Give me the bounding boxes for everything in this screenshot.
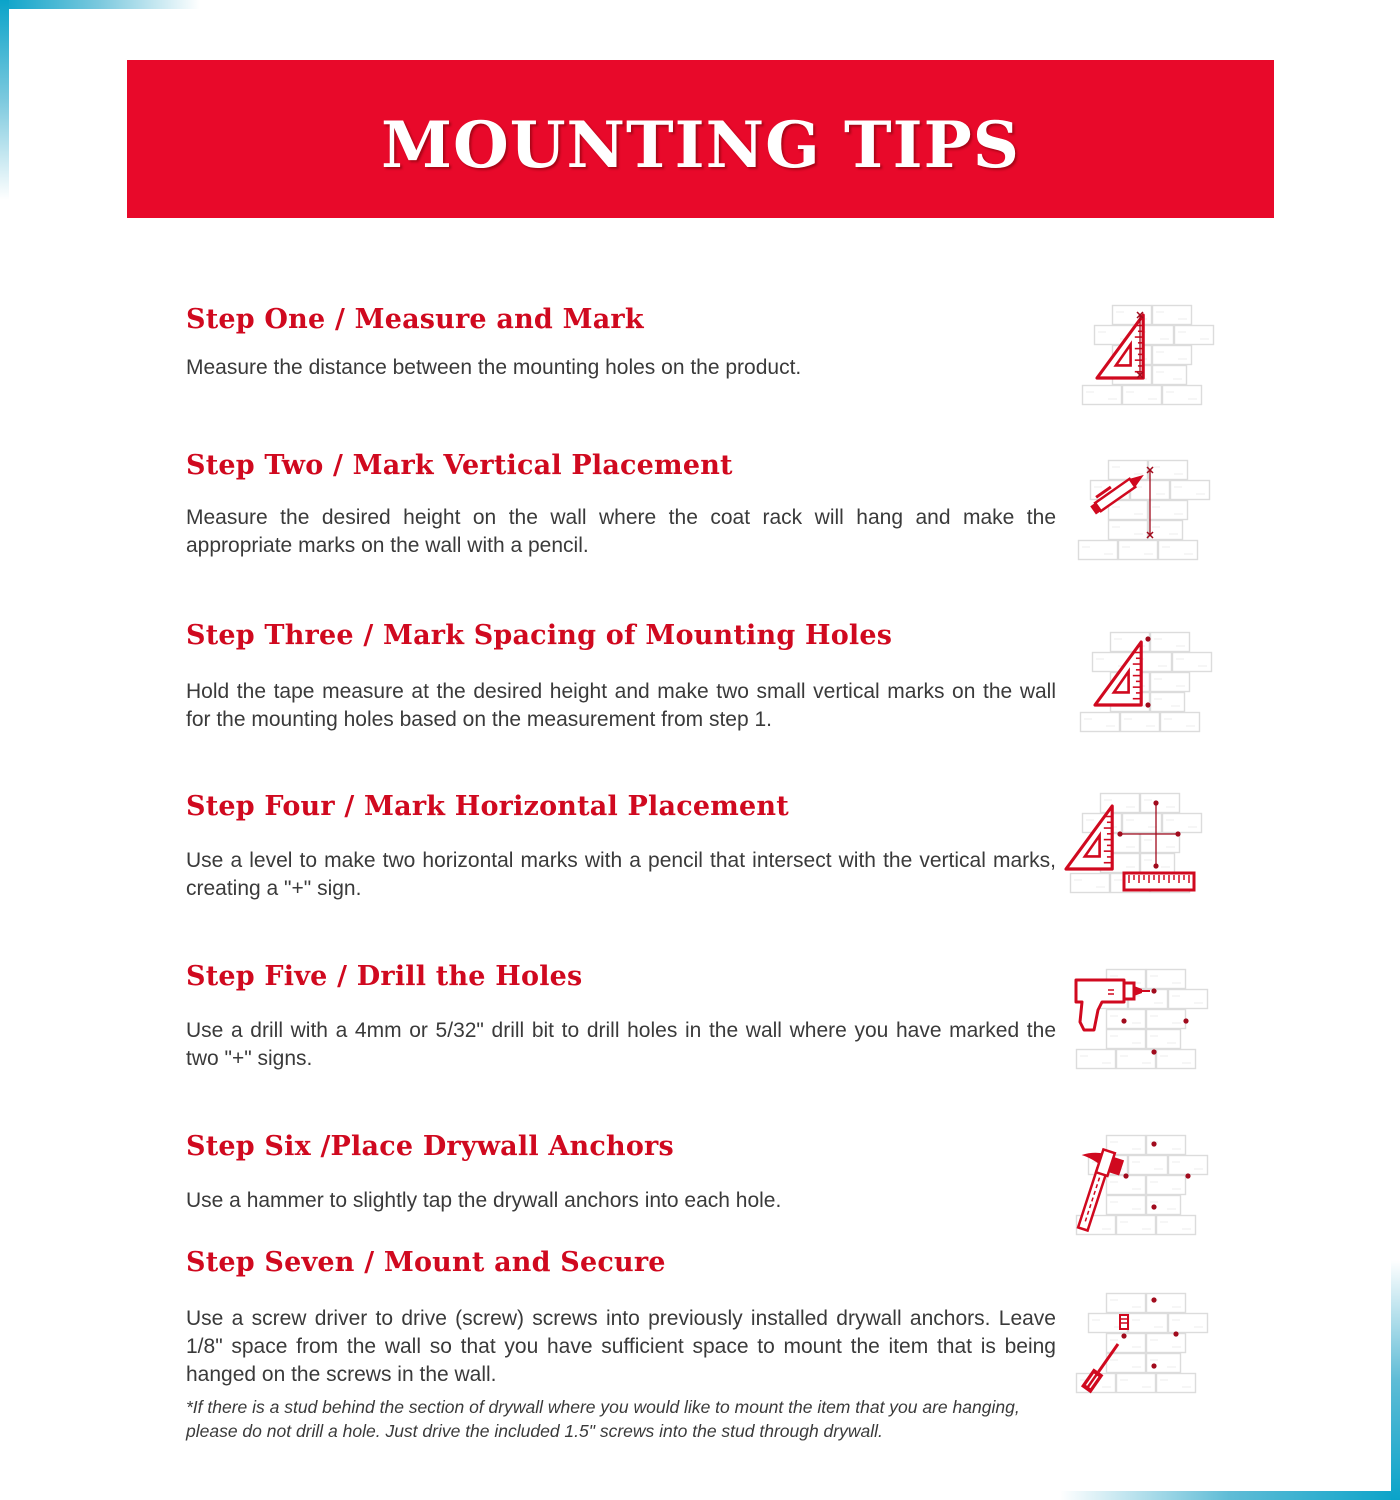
frame-accent-bottom-right [1060, 1491, 1400, 1500]
step-title: Step Two / Mark Vertical Placement [186, 450, 733, 481]
triangle-ruler-marks-icon [1070, 627, 1230, 737]
brick-wall [1083, 306, 1214, 405]
step-description: Measure the desired height on the wall where the coat rack will hang and make the appropriate marks on the wall with a pencil. [186, 506, 1056, 557]
mark-dot [1121, 1018, 1126, 1023]
step-seven [186, 1245, 1056, 1443]
mark-dot [1121, 1333, 1126, 1338]
triangle-ruler-wall-icon [1072, 300, 1232, 410]
step-title: Step Seven / Mount and Secure [186, 1247, 666, 1278]
mark-dot [1153, 863, 1158, 868]
step-title: Step Six /Place Drywall Anchors [186, 1131, 674, 1162]
step-two [186, 448, 1056, 560]
step-description: Use a hammer to slightly tap the drywall anchors into each hole. [186, 1189, 782, 1212]
step-note: *If there is a stud behind the section of drywall where you would like to mount the item that you are hanging, please do not drill a hole. Just drive the included 1.5" screws into the stud through drywall. [186, 1397, 1020, 1441]
pencil-wall-icon [1068, 455, 1228, 565]
mark-dot [1123, 1173, 1128, 1178]
step-four [186, 789, 1056, 903]
mark-dot [1185, 1173, 1190, 1178]
step-title: Step Five / Drill the Holes [186, 961, 583, 992]
step-three [186, 618, 1056, 734]
step-title: Step One / Measure and Mark [186, 304, 644, 335]
drill-wall-icon [1066, 964, 1226, 1074]
brick-wall [1081, 633, 1212, 732]
mark-dot [1153, 800, 1158, 805]
page-title: MOUNTING TIPS [381, 107, 1020, 183]
frame-accent-top-left [0, 0, 200, 9]
screwdriver-wall-icon [1066, 1288, 1226, 1398]
mark-dot [1151, 1363, 1156, 1368]
frame-accent-left-top [0, 0, 9, 200]
step-description: Use a level to make two horizontal marks with a pencil that intersect with the vertical marks, creating a "+" sign. [186, 849, 1056, 900]
title-banner [127, 60, 1274, 218]
step-description: Measure the distance between the mounting holes on the product. [186, 356, 802, 379]
mark-dot [1183, 1018, 1188, 1023]
step-five [186, 959, 1056, 1073]
mark-dot [1117, 831, 1122, 836]
mark-dot [1175, 831, 1180, 836]
step-one [186, 302, 1056, 382]
mark-dot [1151, 1204, 1156, 1209]
mark-dot [1151, 1049, 1156, 1054]
ruler-level [1124, 873, 1194, 890]
level-cross-wall-icon [1060, 788, 1220, 898]
step-six [186, 1129, 1056, 1215]
mark-dot [1151, 988, 1156, 993]
screw-anchor [1120, 1315, 1128, 1329]
step-description: Use a screw driver to drive (screw) screws into previously installed drywall anchors. Leave 1/8" space from the wall so that you have sufficient space to mount the item that is being hanged on the screws in the wall. [186, 1307, 1056, 1386]
mark-dot [1145, 636, 1150, 641]
frame-accent-right-bottom [1391, 1260, 1400, 1500]
mark-dot [1151, 1141, 1156, 1146]
hammer-wall-icon [1066, 1130, 1226, 1240]
step-description: Use a drill with a 4mm or 5/32" drill bit to drill holes in the wall where you have marked the two "+" signs. [186, 1019, 1056, 1070]
mark-dot [1145, 702, 1150, 707]
step-description: Hold the tape measure at the desired height and make two small vertical marks on the wall for the mounting holes based on the measurement from step 1. [186, 680, 1056, 731]
step-title: Step Three / Mark Spacing of Mounting Holes [186, 620, 893, 651]
set-square [1066, 806, 1112, 869]
step-title: Step Four / Mark Horizontal Placement [186, 791, 789, 822]
mark-dot [1173, 1331, 1178, 1336]
mark-dot [1151, 1297, 1156, 1302]
